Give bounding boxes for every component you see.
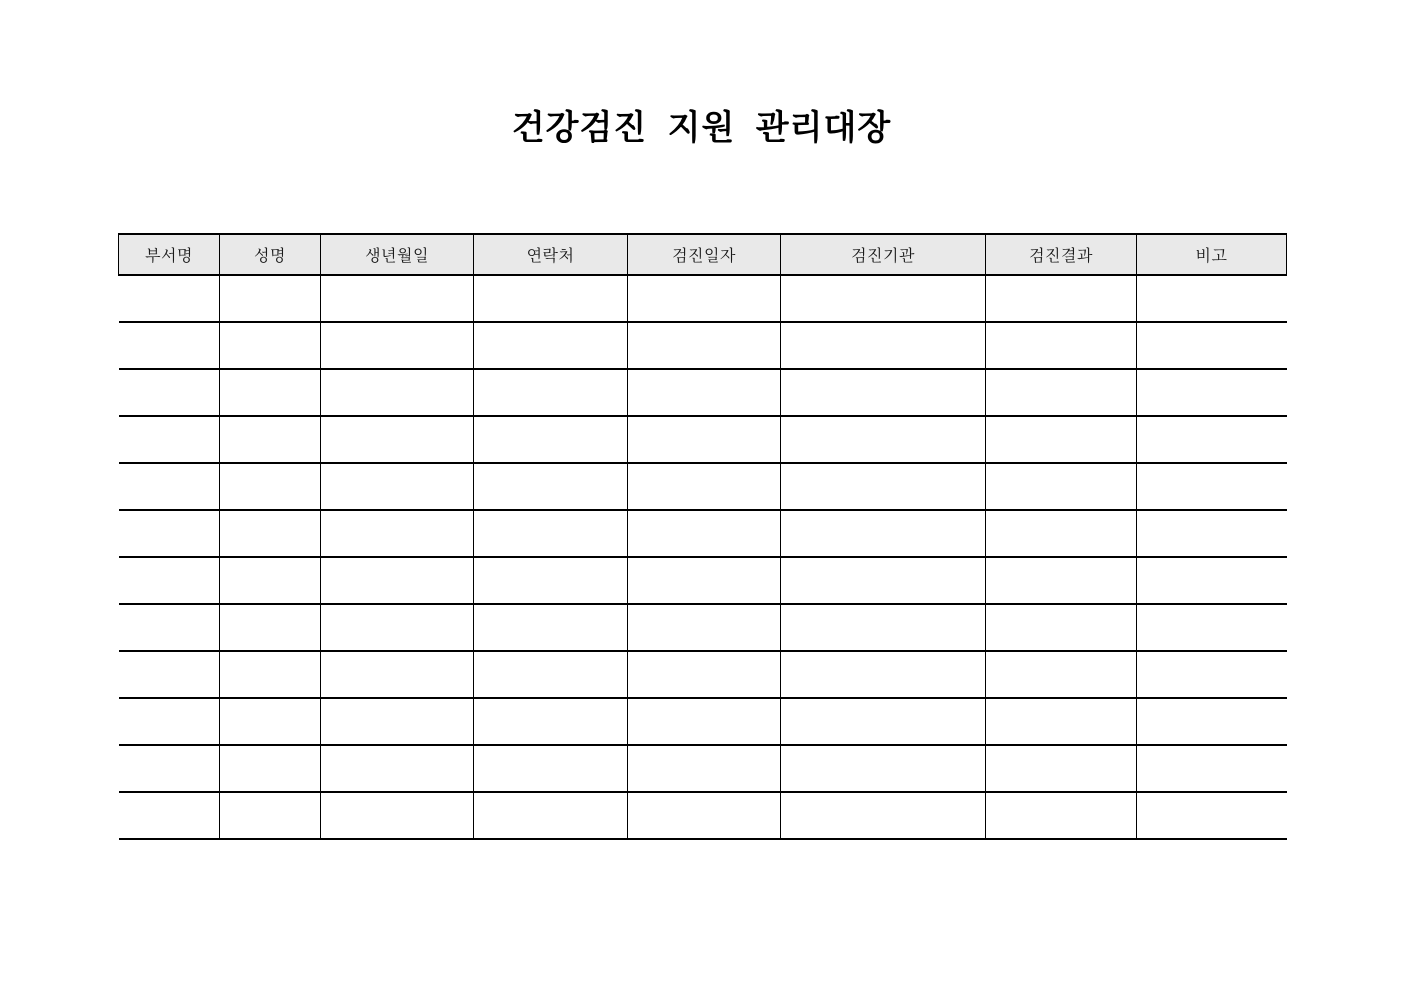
table-cell <box>474 698 628 745</box>
table-header-row <box>119 234 1287 275</box>
column-header-5: 검진일자 <box>628 234 781 275</box>
table-cell <box>321 416 474 463</box>
table-cell <box>781 463 986 510</box>
table-cell <box>321 604 474 651</box>
table-cell <box>119 792 220 839</box>
table-cell <box>474 745 628 792</box>
table-cell <box>628 792 781 839</box>
table-cell <box>119 416 220 463</box>
table-cell <box>986 698 1137 745</box>
table-cell <box>220 510 321 557</box>
table-cell <box>220 369 321 416</box>
table-cell <box>1137 557 1287 604</box>
column-header-8: 비고 <box>1137 234 1287 275</box>
health-checkup-ledger-table <box>118 233 1287 840</box>
table-cell <box>474 463 628 510</box>
table-cell <box>220 557 321 604</box>
table-cell <box>986 369 1137 416</box>
table-cell <box>1137 792 1287 839</box>
table-cell <box>321 745 474 792</box>
table-cell <box>781 322 986 369</box>
table-cell <box>1137 604 1287 651</box>
table-cell <box>1137 463 1287 510</box>
table-cell <box>628 416 781 463</box>
table-cell <box>220 745 321 792</box>
table-cell <box>119 369 220 416</box>
table-cell <box>781 369 986 416</box>
table-row <box>119 275 1287 322</box>
table-row <box>119 745 1287 792</box>
table-cell <box>321 557 474 604</box>
column-header-2: 성명 <box>220 234 321 275</box>
table-cell <box>986 604 1137 651</box>
table-cell <box>628 651 781 698</box>
table-cell <box>628 275 781 322</box>
table-cell <box>781 792 986 839</box>
table-cell <box>474 275 628 322</box>
table-row <box>119 792 1287 839</box>
table-cell <box>474 792 628 839</box>
table-cell <box>628 510 781 557</box>
table-row <box>119 510 1287 557</box>
table-cell <box>220 792 321 839</box>
table-row <box>119 369 1287 416</box>
table-row <box>119 322 1287 369</box>
table-cell <box>321 275 474 322</box>
table-row <box>119 416 1287 463</box>
table-row <box>119 557 1287 604</box>
table-row <box>119 698 1287 745</box>
table-cell <box>220 604 321 651</box>
table-cell <box>474 369 628 416</box>
table-cell <box>1137 369 1287 416</box>
table-cell <box>220 322 321 369</box>
column-header-3: 생년월일 <box>321 234 474 275</box>
table-cell <box>781 698 986 745</box>
table-cell <box>781 745 986 792</box>
table-cell <box>321 698 474 745</box>
table-cell <box>986 510 1137 557</box>
column-header-6: 검진기관 <box>781 234 986 275</box>
table-cell <box>119 510 220 557</box>
table-cell <box>474 557 628 604</box>
table-cell <box>986 463 1137 510</box>
table-cell <box>986 275 1137 322</box>
table-cell <box>1137 275 1287 322</box>
table-cell <box>474 651 628 698</box>
table-cell <box>1137 322 1287 369</box>
table-cell <box>220 651 321 698</box>
table-cell <box>781 416 986 463</box>
table-cell <box>474 416 628 463</box>
table-cell <box>474 322 628 369</box>
table-cell <box>119 322 220 369</box>
table-cell <box>474 604 628 651</box>
table-cell <box>220 463 321 510</box>
table-cell <box>1137 510 1287 557</box>
table-cell <box>986 651 1137 698</box>
table-row <box>119 463 1287 510</box>
table-cell <box>321 369 474 416</box>
table-cell <box>474 510 628 557</box>
document-title: 건강검진 지원 관리대장 <box>511 109 892 147</box>
table-cell <box>220 275 321 322</box>
table-cell <box>986 792 1137 839</box>
table-cell <box>986 416 1137 463</box>
table-row <box>119 651 1287 698</box>
table-cell <box>321 792 474 839</box>
table-cell <box>986 745 1137 792</box>
table-cell <box>220 416 321 463</box>
table-cell <box>119 651 220 698</box>
table-cell <box>119 604 220 651</box>
table-cell <box>781 604 986 651</box>
table-cell <box>781 275 986 322</box>
table-body <box>119 275 1287 839</box>
table-cell <box>119 557 220 604</box>
table-cell <box>628 698 781 745</box>
table-cell <box>119 275 220 322</box>
table-cell <box>321 463 474 510</box>
table-cell <box>119 745 220 792</box>
table-cell <box>1137 416 1287 463</box>
table-cell <box>628 557 781 604</box>
table-cell <box>781 510 986 557</box>
column-header-7: 검진결과 <box>986 234 1137 275</box>
table-cell <box>1137 745 1287 792</box>
table-cell <box>986 322 1137 369</box>
table-cell <box>321 651 474 698</box>
table-cell <box>628 604 781 651</box>
table-cell <box>628 463 781 510</box>
table-cell <box>628 369 781 416</box>
table-cell <box>628 322 781 369</box>
table-cell <box>220 698 321 745</box>
table-cell <box>1137 651 1287 698</box>
table-cell <box>986 557 1137 604</box>
table-cell <box>1137 698 1287 745</box>
table-cell <box>628 745 781 792</box>
table-cell <box>119 698 220 745</box>
table-row <box>119 604 1287 651</box>
column-header-4: 연락처 <box>474 234 628 275</box>
table-cell <box>781 651 986 698</box>
table-cell <box>781 557 986 604</box>
table-cell <box>321 322 474 369</box>
table-cell <box>321 510 474 557</box>
column-header-1: 부서명 <box>119 234 220 275</box>
table-cell <box>119 463 220 510</box>
